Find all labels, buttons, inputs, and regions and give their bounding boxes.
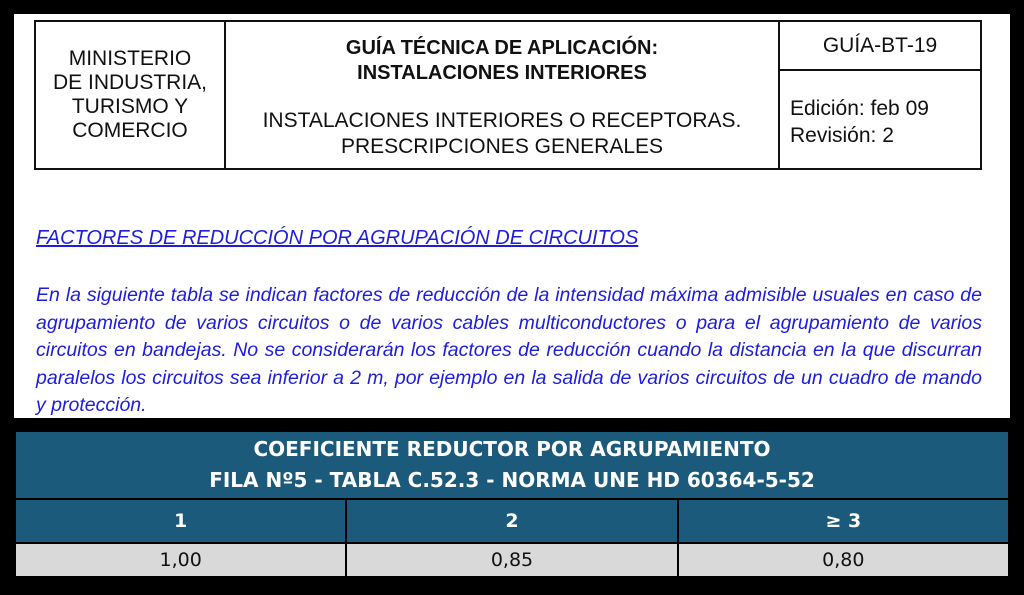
guide-title-line: GUÍA TÉCNICA DE APLICACIÓN: [345, 37, 659, 59]
ministry-line: COMERCIO [72, 119, 188, 142]
ministry-line: MINISTERIO [68, 47, 192, 70]
table-header-row [15, 499, 1009, 543]
revision-text: Revisión: 2 [790, 124, 894, 147]
reduction-coefficient-table [14, 430, 1010, 578]
table-title-line: FILA Nº5 - TABLA C.52.3 - NORMA UNE HD 60364-5-52 [209, 468, 815, 492]
guide-info-cell [780, 22, 980, 168]
section-title: FACTORES DE REDUCCIÓN POR AGRUPACIÓN DE CIRCUITOS [36, 227, 639, 249]
section-paragraph: En la siguiente tabla se indican factores de reducción de la intensidad máxima admisible usuales en caso de agrupamiento de varios circuitos o de varios cables multiconductores o para el agrupamiento de varios circuitos en bandejas. No se considerarán los factores de reducción cuando la distancia en la que discurran paralelos los circuitos sea inferior a 2 m, por ejemplo en la salida de varios circuitos de un cuadro de mando y protección. [36, 284, 982, 416]
table-value-cell: 0,85 [346, 543, 677, 577]
table-header-cell: ≥ 3 [678, 499, 1009, 543]
table-value-cell: 0,80 [678, 543, 1009, 577]
edition-info [780, 71, 980, 149]
edition-text: Edición: feb 09 [790, 97, 929, 120]
ministry-line: TURISMO Y [71, 95, 189, 118]
table-value-cell: 1,00 [15, 543, 346, 577]
guide-subtitle-line: INSTALACIONES INTERIORES O RECEPTORAS. [262, 109, 742, 132]
guide-title-line: INSTALACIONES INTERIORES [357, 62, 647, 84]
table-title-line: COEFICIENTE REDUCTOR POR AGRUPAMIENTO [253, 437, 771, 461]
ministry-cell [36, 22, 226, 168]
ministry-line: DE INDUSTRIA, [52, 71, 207, 94]
guide-subtitle [226, 108, 778, 160]
guide-code: GUÍA-BT-19 [780, 22, 980, 71]
document-page [14, 14, 1010, 418]
table-header-cell: 1 [15, 499, 346, 543]
document-header [34, 20, 982, 170]
guide-title-cell [226, 22, 780, 168]
table-row [15, 543, 1009, 577]
guide-subtitle-line: PRESCRIPCIONES GENERALES [340, 135, 664, 158]
table-header-cell: 2 [346, 499, 677, 543]
table-title [15, 431, 1009, 499]
guide-title [226, 36, 778, 86]
